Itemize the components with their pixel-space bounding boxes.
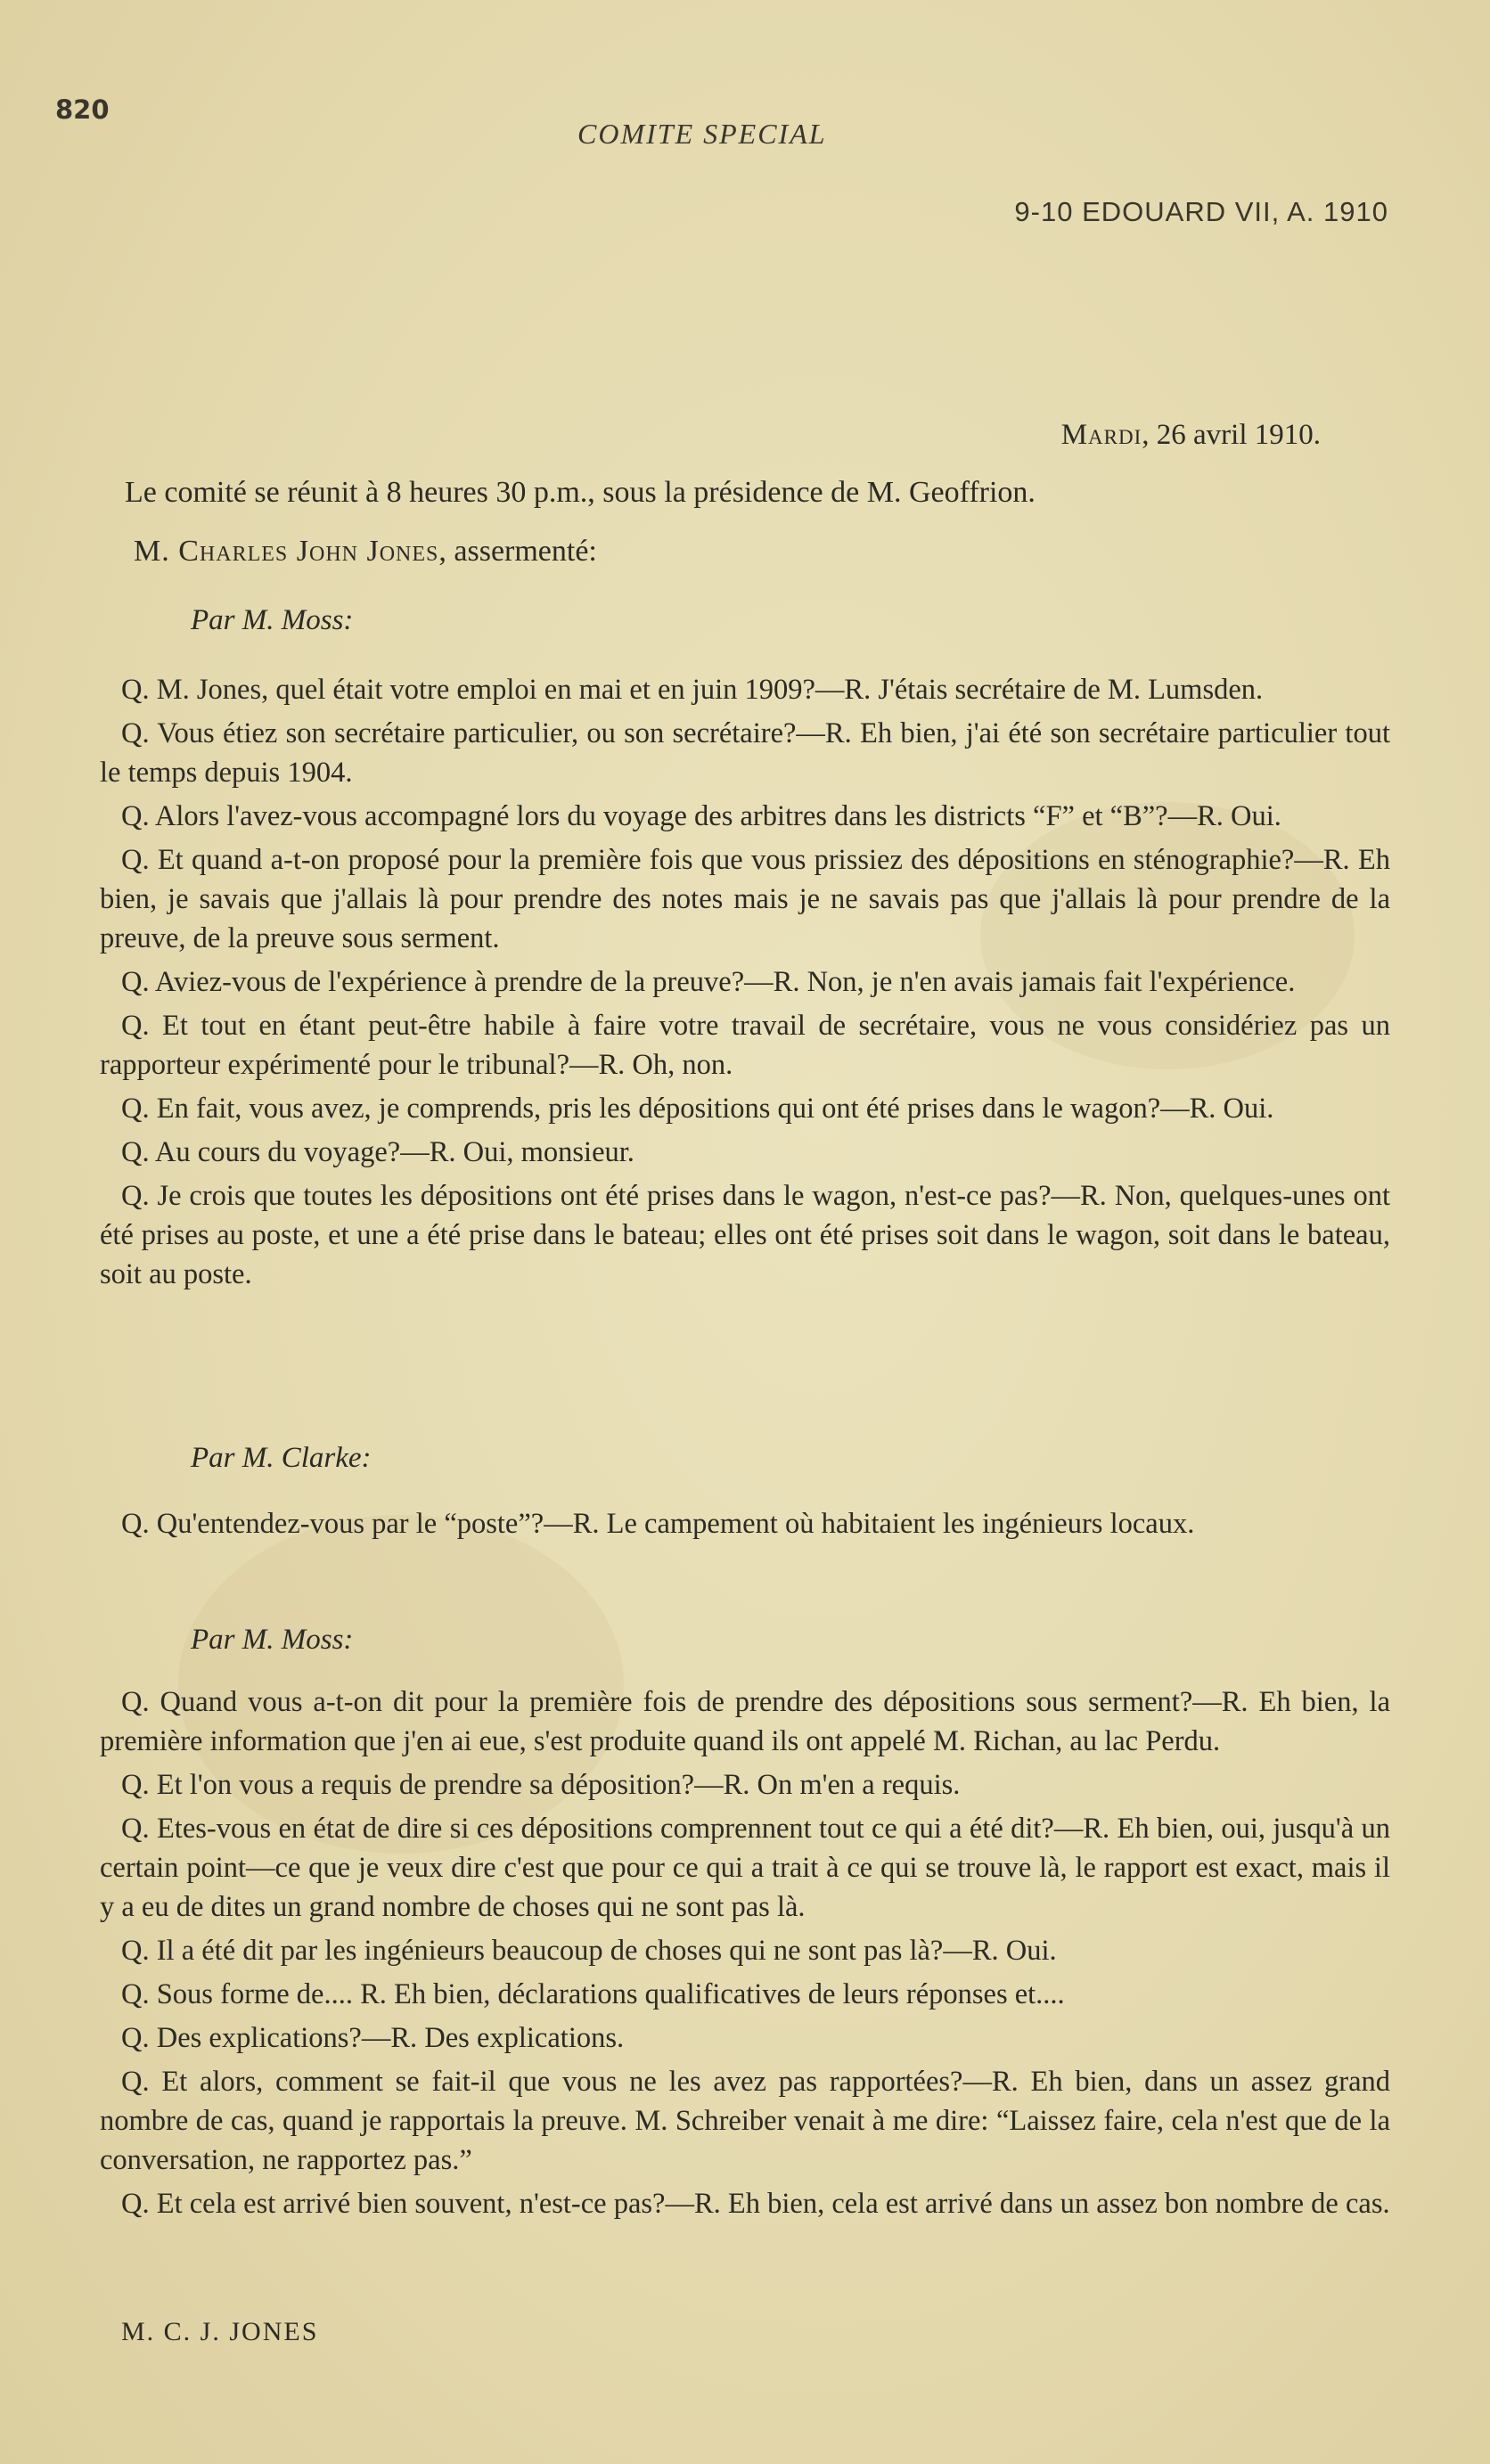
running-title: COMITE SPECIAL — [577, 118, 827, 150]
testimony-paragraph: Q. Aviez-vous de l'expérience à prendre de la preuve?—R. Non, je n'en avais jamais fait l'expérience. — [121, 966, 1296, 998]
witness-suffix: , assermenté: — [438, 535, 597, 568]
testimony-paragraph: Q. Qu'entendez-vous par le “poste”?—R. Le campement où habitaient les ingénieurs locaux. — [121, 1508, 1195, 1540]
testimony-paragraph: Q. Quand vous a-t-on dit pour la première fois de prendre des dépositions sous serment?—R. Eh bien, la première information que j'en ai eue, s'est produite quand ils ont appelé M. Richan, au lac Perdu. — [100, 1686, 1390, 1757]
testimony-paragraph: Q. Et alors, comment se fait-il que vous ne les avez pas rapportées?—R. Eh bien, dans un assez grand nombre de cas, quand je rapportais la preuve. M. Schreiber venait à me dire: “Laissez faire, cela n'est que de la conversation, ne rapportez pas.” — [100, 2066, 1390, 2176]
testimony-paragraph: Q. Et cela est arrivé bien souvent, n'est-ce pas?—R. Eh bien, cela est arrivé dans un assez bon nombre de cas. — [121, 2188, 1390, 2220]
testimony-block — [100, 1504, 1390, 1548]
footer-signature: M. C. J. JONES — [121, 2317, 319, 2346]
page-number: 820 — [55, 94, 110, 125]
testimony-paragraph: Q. Et quand a-t-on proposé pour la première fois que vous prissiez des dépositions en sténographie?—R. Eh bien, je savais que j'allais là pour prendre des notes mais je ne savais pas que j'allais là pour prendre de la preuve, de la preuve sous serment. — [100, 844, 1390, 954]
examiner-byline: Par M. Clarke: — [191, 1442, 372, 1474]
examiner-byline: Par M. Moss: — [191, 604, 354, 636]
testimony-paragraph: Q. Des explications?—R. Des explications. — [121, 2022, 625, 2054]
witness-line — [134, 535, 597, 569]
testimony-block — [100, 1682, 1390, 2228]
testimony-paragraph: Q. En fait, vous avez, je comprends, pris les dépositions qui ont été prises dans le wagon?—R. Oui. — [121, 1093, 1274, 1125]
date-day: Mardi — [1060, 419, 1142, 451]
testimony-paragraph: Q. Et tout en étant peut-être habile à faire votre travail de secrétaire, vous ne vous considériez pas un rapporteur expérimenté pour le tribunal?—R. Oh, non. — [100, 1010, 1390, 1081]
date-rest: , 26 avril 1910. — [1142, 419, 1321, 451]
examiner-byline: Par M. Moss: — [191, 1624, 354, 1656]
testimony-block — [100, 670, 1390, 1298]
testimony-paragraph: Q. M. Jones, quel était votre emploi en mai et en juin 1909?—R. J'étais secrétaire de M. Lumsden. — [121, 674, 1264, 706]
testimony-paragraph: Q. Et l'on vous a requis de prendre sa déposition?—R. On m'en a requis. — [121, 1769, 961, 1801]
testimony-paragraph: Q. Je crois que toutes les dépositions ont été prises dans le wagon, n'est-ce pas?—R. Non, quelques-unes ont été prises au poste, et une a été prise dans le bateau; elles ont été prises soit dans le wagon, soit dans le bateau, soit au poste. — [100, 1180, 1390, 1290]
date-line — [1061, 419, 1321, 452]
opening-statement: Le comité se réunit à 8 heures 30 p.m., sous la présidence de M. Geoffrion. — [125, 476, 1036, 509]
testimony-paragraph: Q. Sous forme de.... R. Eh bien, déclarations qualificatives de leurs réponses et.... — [121, 1978, 1065, 2010]
testimony-paragraph: Q. Etes-vous en état de dire si ces dépositions comprennent tout ce qui a été dit?—R. Eh bien, oui, jusqu'à un certain point—ce que je veux dire c'est que pour ce qui a trait à ce qui se trouve là, le rapport est exact, mais il y a eu de dites un grand nombre de choses qui ne sont pas là. — [100, 1813, 1390, 1923]
testimony-paragraph: Q. Vous étiez son secrétaire particulier, ou son secrétaire?—R. Eh bien, j'ai été son secrétaire particulier tout le temps depuis 1904. — [100, 717, 1390, 789]
testimony-paragraph: Q. Alors l'avez-vous accompagné lors du voyage des arbitres dans les districts “F” et “B”?—R. Oui. — [121, 800, 1281, 832]
witness-name: M. Charles John Jones — [134, 535, 439, 568]
testimony-paragraph: Q. Il a été dit par les ingénieurs beaucoup de choses qui ne sont pas là?—R. Oui. — [121, 1935, 1057, 1967]
session-header: 9-10 EDOUARD VII, A. 1910 — [1014, 196, 1388, 227]
testimony-paragraph: Q. Au cours du voyage?—R. Oui, monsieur. — [121, 1136, 634, 1168]
